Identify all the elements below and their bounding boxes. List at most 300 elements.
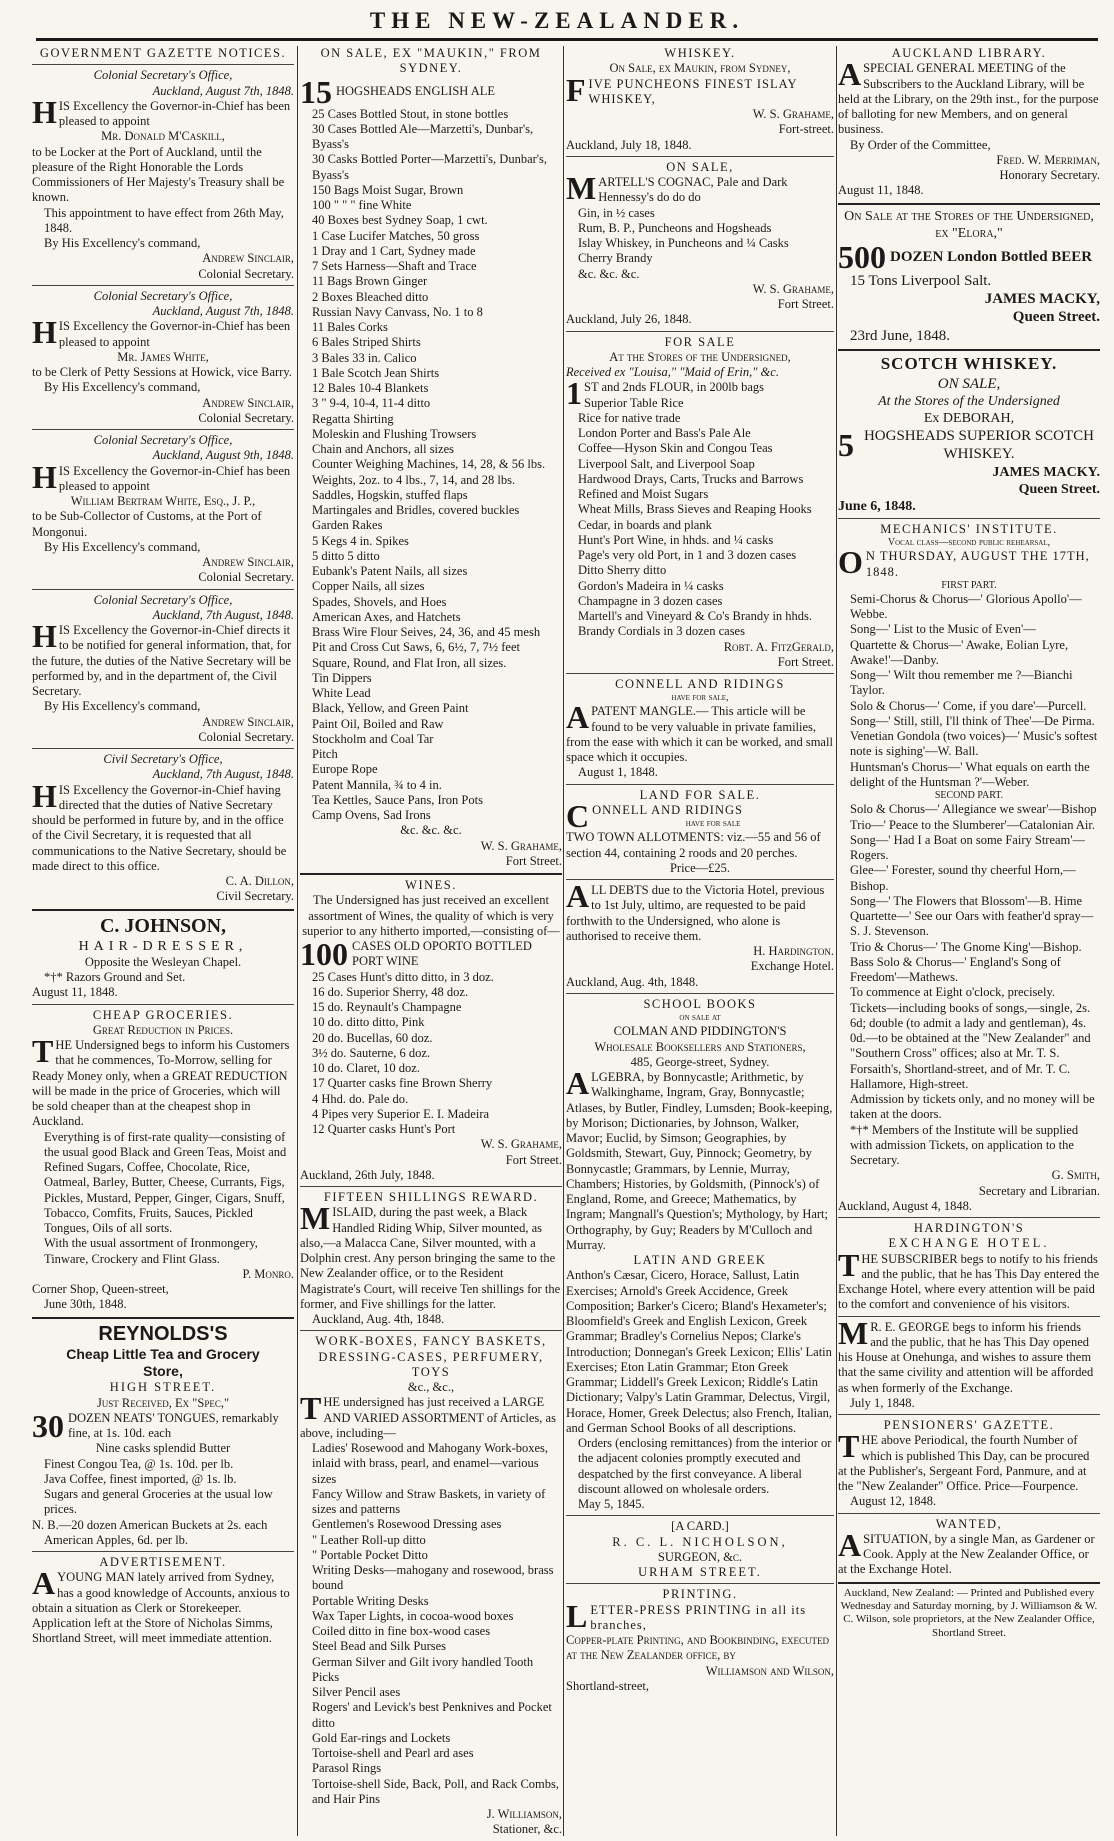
rule <box>566 331 834 332</box>
notice-body: HIS Excellency the Governor-in-Chief directs it to be notified for general information, that, for the future, the duties of the Native Secretary will be performed by, and in the department of, the Civil Secretary. <box>32 618 292 698</box>
list-item: Rice for native trade <box>578 410 681 425</box>
advert-address: Exchange Hotel. <box>750 959 834 974</box>
list-item: Solo & Chorus—' Allegiance we swear'—Bishop <box>850 802 1097 817</box>
advert-etc: &c. &c. &c. <box>400 823 462 838</box>
list-item: Song—' Had I a Boat on some Fairy Stream'—Rogers. <box>850 832 1086 863</box>
list-item: Solo & Chorus—' Come, if you dare'—Purcell. <box>850 698 1087 713</box>
advert-date: June 30th, 1848. <box>44 1297 127 1312</box>
advert-date: Auckland, August 4, 1848. <box>838 1198 973 1213</box>
notice-date: Auckland, August 9th, 1848. <box>152 448 294 463</box>
advert-date: August 11, 1848. <box>838 183 924 198</box>
groceries-advert <box>32 1008 294 1313</box>
notice-signature: Andrew Sinclair, <box>202 714 294 729</box>
item-list <box>838 802 1100 985</box>
notice-signature: C. A. Dillon, <box>225 874 294 888</box>
list-item: Brandy Cordials in 3 dozen cases <box>578 624 745 639</box>
cognac-advert <box>566 160 834 328</box>
list-item: 3 " 9-4, 10-4, 11-4 ditto <box>312 396 431 411</box>
advert-address: Queen Street. <box>1018 481 1100 497</box>
notice-body: HIS Excellency the Governor-in-Chief has been pleased to appoint <box>32 314 291 351</box>
bulk-line <box>838 238 1100 275</box>
advert-body: Orders (enclosing remittances) from the interior or the adjacent colonies promptly executed and despatched by the first conveyance. A liberal discount allowed on wholesale orders. <box>578 1436 832 1496</box>
advert-title: R. C. L. NICHOLSON, <box>612 1534 788 1549</box>
list-item: Saddles, Hogskin, stuffed flaps <box>312 487 468 502</box>
advert-item: DOZEN London Bottled BEER <box>890 248 1093 265</box>
rule <box>32 1317 294 1319</box>
advert-address: Shortland-street, <box>566 1678 649 1693</box>
program-part: FIRST PART. <box>941 579 997 591</box>
advert-heading: AUCKLAND LIBRARY. <box>891 46 1047 60</box>
list-item: 5 ditto 5 ditto <box>312 548 380 563</box>
advert-heading: LAND FOR SALE. <box>639 787 761 802</box>
program-part: SECOND PART. <box>934 790 1004 802</box>
column-3 <box>566 46 834 1836</box>
advert-signature: Fred. W. Merriman, <box>996 152 1100 167</box>
advert-body: Anthon's Cæsar, Cicero, Horace, Sallust, Latin Exercises; Arnold's Greek Accidence, Greek Composition; Barker's Cicero; Bland's Hexameter's; Bloomfield's Greek and English Lexicon, Greek Grammar; Bradley's Cornelius Nepos; Clarke's Introduction; Donnegan's Greek Lexicon; Ellis' Latin Exercises; Eton Latin Grammar; Eton Greek Grammar; Liddell's Greek Lexicon; Riddle's Latin Dictionary; Valpy's Latin Grammar, Delectus, Virgil, Horace, Homer, Greek Delectus; also French, Italian, and German School Books of all descriptions. <box>566 1268 833 1435</box>
rule <box>838 1513 1100 1514</box>
george-advert <box>838 1314 1100 1412</box>
advert-heading: On Sale at the Stores of the Undersigned, ex "Elora," <box>844 208 1094 241</box>
forsale-advert <box>566 335 834 671</box>
notice-body: HIS Excellency the Governor-in-Chief having directed that the duties of Native Secretary should be performed in future by, and in the office of the Civil Secretary, it is requested that all communications to the Native Secretary, should be made direct to this office. <box>32 777 287 873</box>
list-item: 7 Sets Harness—Shaft and Trace <box>312 259 477 273</box>
rule <box>566 993 834 994</box>
advert-signature: W. S. Grahame, <box>752 107 834 121</box>
rule <box>32 1551 294 1552</box>
quantity-number: 5 <box>838 427 854 464</box>
advert-address: Fort Street. <box>777 297 834 311</box>
list-item: 3 Bales 33 in. Calico <box>312 350 417 365</box>
reynolds-advert <box>32 1322 294 1548</box>
rule <box>566 1583 834 1584</box>
advert-body: APATENT MANGLE.— This article will be found to be very valuable in private families, from the ease with which it can be worked, and small space which it occupies. <box>566 699 833 765</box>
advert-heading: PRINTING. <box>662 1587 738 1602</box>
list-item: Trio—' Peace to the Slumberer'—Catalonian Air. <box>850 817 1095 832</box>
masthead <box>0 0 1114 40</box>
list-item: Song—' The Flowers that Blossom'—B. Hime <box>850 893 1083 908</box>
item-list <box>300 107 562 824</box>
list-item: Weights, 2oz. to 4 lbs., 7, 14, and 28 lbs. <box>312 472 516 487</box>
item-list <box>300 1441 562 1807</box>
advert-label: [A CARD.] <box>671 1519 729 1534</box>
masthead-title: THE NEW-ZEALANDER. <box>369 8 745 33</box>
rule <box>838 1414 1100 1415</box>
colophon: Auckland, New Zealand: — Printed and Published every Wednesday and Saturday morning, by J. Williamson & W. C. Wilson, sole proprietors, at the New Zealander Office, Shortland Street. <box>840 1586 1098 1639</box>
notice-office: Colonial Secretary's Office, <box>93 433 233 447</box>
advert-heading: LATIN AND GREEK <box>633 1253 767 1268</box>
list-item: Trio & Chorus—' The Gnome King'—Bishop. <box>850 939 1082 954</box>
notice-command: By His Excellency's command, <box>44 539 201 554</box>
advert-body: MARTELL'S COGNAC, Pale and Dark Hennessy's do do do <box>566 170 788 206</box>
advert-firm: Wholesale Booksellers and Stationers, <box>594 1039 806 1054</box>
advert-address: Corner Shop, Queen-street, <box>32 1282 169 1297</box>
list-item: Wheat Mills, Brass Sieves and Reaping Hooks <box>578 502 812 517</box>
gazette-notice <box>32 752 294 905</box>
advert-title: CONNELL AND RIDINGS <box>566 797 743 834</box>
advert-heading: SCOTCH WHISKEY. <box>880 353 1058 373</box>
list-item: Martell's and Vineyard & Co's Brandy in hhds. <box>578 609 813 623</box>
bulk-line <box>300 73 562 110</box>
rule <box>32 1004 294 1005</box>
list-item: Gordon's Madeira in ¼ casks <box>578 578 724 593</box>
advert-date: August 11, 1848. <box>32 985 118 1000</box>
advert-heading: FIFTEEN SHILLINGS REWARD. <box>323 1190 539 1204</box>
list-item: Copper Nails, all sizes <box>312 579 425 594</box>
advert-body: TWO TOWN ALLOTMENTS: viz.—55 and 56 of section 44, containing 2 roods and 20 perches. <box>566 830 821 860</box>
notice-command: By His Excellency's command, <box>44 380 201 395</box>
list-item: Martingales and Bridles, covered buckles <box>312 503 520 517</box>
notice-body: This appointment to have effect from 26th May, 1848. <box>44 205 284 235</box>
advert-signature: J. Williamson, <box>486 1807 562 1821</box>
rule <box>300 1186 562 1187</box>
advert-address: Queen Street. <box>1012 309 1100 326</box>
list-item: Writing Desks—mahogany and rosewood, brass bound <box>312 1563 554 1593</box>
column-2 <box>300 46 562 1836</box>
list-item: Europe Rope <box>312 762 378 777</box>
list-item: 20 do. Bucellas, 60 doz. <box>312 1030 433 1045</box>
advert-body: To commence at Eight o'clock, precisely. <box>850 985 1056 1000</box>
advert-item: 15 Tons Liverpool Salt. <box>850 272 992 289</box>
notice-command: By His Excellency's command, <box>44 699 201 714</box>
hotel-advert <box>838 1221 1100 1313</box>
advert-signature: W. S. Grahame, <box>752 281 834 296</box>
land-advert <box>566 788 834 876</box>
list-item: Hardwood Drays, Carts, Trucks and Barrows <box>578 471 804 486</box>
wines-advert <box>300 878 562 1183</box>
advert-body: LETTER-PRESS PRINTING in all its branches, <box>566 1597 807 1634</box>
list-item: Russian Navy Canvass, No. 1 to 8 <box>312 304 483 319</box>
clerk-advert <box>32 1555 294 1647</box>
list-item: Cedar, in boards and plank <box>578 517 712 532</box>
list-item: 25 Cases Hunt's ditto ditto, in 3 doz. <box>312 969 494 984</box>
advert-body: ON THURSDAY, AUGUST THE 17TH, 1848. <box>838 544 1090 581</box>
advert-signature-title: Stationer, &c. <box>492 1822 562 1836</box>
list-item: Portable Writing Desks <box>312 1593 429 1608</box>
list-item: Gin, in ½ cases <box>578 205 655 220</box>
list-item: White Lead <box>312 686 371 700</box>
rule <box>838 1217 1100 1218</box>
list-item: 10 do. ditto ditto, Pink <box>312 1015 425 1030</box>
notice-office: Colonial Secretary's Office, <box>93 68 233 83</box>
johnson-advert <box>32 914 294 1001</box>
list-item: Pitch <box>312 747 338 761</box>
masthead-rule <box>36 38 1098 41</box>
list-item: 3½ do. Sauterne, 6 doz. <box>312 1045 431 1060</box>
notice-signature: Andrew Sinclair, <box>202 251 294 266</box>
advert-date: Auckland, 26th July, 1848. <box>300 1167 435 1182</box>
rule <box>838 203 1100 205</box>
list-item: Quartette—' See our Oars with feather'd spray—S. J. Stevenson. <box>850 909 1094 939</box>
advert-heading: SCHOOL BOOKS <box>643 996 757 1011</box>
notice-name: Mr. James White, <box>117 349 209 364</box>
gazette-heading: GOVERNMENT GAZETTE NOTICES. <box>39 46 287 60</box>
advert-date: July 1, 1848. <box>850 1395 915 1410</box>
advert-body: The Undersigned has just received an excellent assortment of Wines, the quality of which is very superior to any hitherto imported,—consisting of— <box>302 893 560 938</box>
advert-title: C. JOHNSON, <box>99 914 227 937</box>
advert-address: Fort Street. <box>777 654 834 669</box>
list-item: 15 do. Reynault's Champagne <box>312 1000 462 1014</box>
list-item: American Axes, and Hatchets <box>312 609 461 624</box>
advert-signature: JAMES MACKY, <box>984 290 1100 307</box>
notice-signature: Andrew Sinclair, <box>202 395 294 410</box>
list-item: Glee—' Forester, sound thy cheerful Horn,—Bishop. <box>850 863 1076 893</box>
list-item: Rogers' and Levick's best Penknives and Pocket ditto <box>312 1700 552 1730</box>
item-list <box>566 206 834 282</box>
printing-advert <box>566 1587 834 1694</box>
notice-date: Auckland, 7th August, 1848. <box>152 607 294 622</box>
list-item: &c. &c. &c. <box>578 266 640 281</box>
notice-signature-title: Colonial Secretary. <box>198 729 294 744</box>
list-item: Refined and Moist Sugars <box>578 487 709 501</box>
rule <box>566 784 834 785</box>
advert-signature: W. S. Grahame, <box>480 1137 562 1152</box>
list-item: Gentlemen's Rosewood Dressing ases <box>312 1517 502 1532</box>
list-item: 12 Bales 10-4 Blankets <box>312 381 429 395</box>
list-item: Pit and Cross Cut Saws, 6, 6½, 7, 7½ feet <box>312 640 520 655</box>
advert-body: Tickets—including books of songs,—single, 2s. 6d; double (to admit a lady and gentleman), 4s. 0d.—to be obtained at the "New Zealander" and "Southern Cross" offices; also at Mr. T. S. Forsaith's, Shortland-street, and of Mr. T. C. Hallamore, High-street. <box>850 1000 1091 1091</box>
column-divider <box>563 46 564 1836</box>
workboxes-advert <box>300 1334 562 1836</box>
bulk-line <box>300 936 562 973</box>
advert-item: HOGSHEADS SUPERIOR SCOTCH WHISKEY. <box>863 428 1095 463</box>
rule <box>566 1515 834 1516</box>
advert-subheading: ON SALE, <box>937 375 1001 392</box>
advert-signature-title: Honorary Secretary. <box>999 168 1100 182</box>
notice-body: to be Sub-Collector of Customs, at the Port of Mongonui. <box>32 509 262 539</box>
list-item: 40 Boxes best Sydney Soap, 1 cwt. <box>312 213 488 228</box>
rule <box>566 673 834 674</box>
debts-advert <box>566 878 834 990</box>
advert-item: Nine casks splendid Butter <box>95 1441 231 1456</box>
rule <box>32 909 294 911</box>
list-item: Venetian Gondola (two voices)—' Music's softest note is sighing'—W. Ball. <box>850 729 1098 759</box>
list-item: Moleskin and Flushing Trowsers <box>312 426 477 441</box>
notice-name: William Bertram White, Esq., J. P., <box>70 494 256 508</box>
advert-note: American Apples, 6d. per lb. <box>44 1532 189 1547</box>
notice-signature: Andrew Sinclair, <box>202 555 294 569</box>
advert-heading: HARDINGTON'S <box>913 1221 1025 1236</box>
advert-date: May 5, 1845. <box>578 1497 645 1512</box>
advert-item: Java Coffee, finest imported, @ 1s. lb. <box>44 1471 237 1486</box>
notice-command: By His Excellency's command, <box>44 236 201 250</box>
list-item: Quartette & Chorus—' Awake, Eolian Lyre, Awake!'—Danby. <box>850 637 1069 667</box>
notice-signature-title: Civil Secretary. <box>216 889 294 904</box>
list-item: 11 Bales Corks <box>312 320 388 334</box>
list-item: Chain and Anchors, all sizes <box>312 442 454 456</box>
advert-signature: P. Monro. <box>242 1266 294 1281</box>
advert-subtitle: Cheap Little Tea and Grocery <box>66 1346 260 1363</box>
advert-subheading: At the Stores of the Undersigned <box>878 393 1060 409</box>
list-item: Wax Taper Lights, in cocoa-wood boxes <box>312 1608 514 1623</box>
list-item: Counter Weighing Machines, 14, 28, & 56 lbs. <box>312 457 546 472</box>
column-divider <box>836 46 837 1836</box>
list-item: Paint Oil, Boiled and Raw <box>312 716 444 731</box>
advert-body: THE SUBSCRIBER begs to notify to his friends and the public, that he has This Day entered the Exchange Hotel, where every attention will be paid to the comfort and convenience of his visitors. <box>838 1246 1100 1312</box>
advert-body: THE Undersigned begs to inform his Customers that he commences, To-Morrow, selling for Ready Money only, when a GREAT REDUCTION will be made in the price of Groceries, which will be sold cheaper than at the cheapest shop in Auckland. <box>32 1033 290 1129</box>
list-item: Liverpool Salt, and Liverpool Soap <box>578 456 755 471</box>
advert-signature: JAMES MACKY. <box>992 464 1100 480</box>
list-item: 5 Kegs 4 in. Spikes <box>312 533 409 548</box>
advert-signature: W. S. Grahame, <box>480 838 562 853</box>
notice-office: Colonial Secretary's Office, <box>93 288 233 303</box>
list-item: Camp Ovens, Sad Irons <box>312 808 431 822</box>
advert-subtitle: Store, <box>143 1363 183 1380</box>
list-item: 16 do. Superior Sherry, 48 doz. <box>312 984 469 999</box>
advert-body: With the usual assortment of Ironmongery, Tinware, Crockery and Flint Glass. <box>44 1236 258 1266</box>
advert-item: Sugars and general Groceries at the usual low prices. <box>44 1487 273 1517</box>
advert-signature: G. Smith, <box>1051 1168 1100 1183</box>
column-4 <box>838 46 1100 1836</box>
advert-address: Fort-street. <box>778 122 834 137</box>
notice-signature-title: Colonial Secretary. <box>198 410 294 425</box>
advert-body: Copper-plate Printing, and Bookbinding, executed at the New Zealander office, by <box>566 1633 830 1663</box>
advert-body: ALL DEBTS due to the Victoria Hotel, previous to 1st July, ultimo, are requested to be paid forthwith to the Undersigned, who alone is authorised to receive them. <box>566 878 825 943</box>
advert-street: URHAM STREET. <box>638 1565 762 1580</box>
rule <box>32 748 294 749</box>
list-item: Square, Round, and Flat Iron, all sizes. <box>312 655 507 670</box>
gazette-notice <box>32 593 294 746</box>
advert-body: FIVE PUNCHEONS FINEST ISLAY WHISKEY, <box>566 71 798 108</box>
list-item: 4 Hhd. do. Pale do. <box>312 1091 409 1106</box>
advert-date: Auckland, July 18, 1848. <box>566 137 692 152</box>
advert-heading: ON SALE, <box>666 159 734 174</box>
rule <box>566 879 834 880</box>
advert-trade: HAIR-DRESSER, <box>78 938 248 954</box>
advert-location: Opposite the Wesleyan Chapel. <box>84 954 242 969</box>
list-item: Tea Kettles, Sauce Pans, Iron Pots <box>312 792 483 807</box>
advert-subheading: Great Reduction in Prices. <box>92 1022 234 1037</box>
gazette-notice <box>32 68 294 282</box>
notice-signature-title: Colonial Secretary. <box>198 266 294 281</box>
list-item: 30 Casks Bottled Porter—Marzetti's, Dunbar's, Byass's <box>312 152 548 182</box>
list-item: Bass Solo & Chorus—' England's Song of Freedom'—Mathews. <box>850 954 1061 985</box>
pensioners-advert <box>838 1418 1100 1510</box>
list-item: Ditto Sherry ditto <box>578 563 667 578</box>
list-item: Stockholm and Coal Tar <box>312 731 434 746</box>
advert-body: ASPECIAL GENERAL MEETING of the Subscribers to the Auckland Library, will be held at the Library, on the 29th inst., for the purpose of balloting for new Members, and on general business. <box>838 56 1099 137</box>
rule <box>300 873 562 875</box>
advert-date: June 6, 1848. <box>838 498 916 514</box>
advert-date: 23rd June, 1848. <box>850 327 950 344</box>
list-item: 17 Quarter casks fine Brown Sherry <box>312 1076 493 1091</box>
notice-signature-title: Colonial Secretary. <box>198 570 294 585</box>
library-advert <box>838 46 1100 199</box>
advert-heading: WORK-BOXES, FANCY BASKETS, DRESSING-CASES, PERFUMERY, TOYS <box>315 1334 547 1379</box>
rule <box>566 156 834 157</box>
list-item: 30 Cases Bottled Ale—Marzetti's, Dunbar's, Byass's <box>312 121 534 151</box>
school-books-advert <box>566 997 834 1512</box>
advert-item: 1ST and 2nds FLOUR, in 200lb bags <box>566 375 764 412</box>
advert-ship: Ex DEBORAH, <box>923 410 1015 426</box>
notice-name: Mr. Donald M'Caskill, <box>101 129 225 144</box>
grahame-sale-advert <box>300 46 562 869</box>
advert-date: Auckland, Aug. 4th, 1848. <box>312 1312 445 1326</box>
advert-address: Fort Street. <box>505 853 562 868</box>
advert-title: REYNOLDS'S <box>98 1322 228 1345</box>
list-item: Champagne in 3 dozen cases <box>578 593 723 608</box>
list-item: Gold Ear-rings and Lockets <box>312 1730 451 1745</box>
notice-date: Auckland, August 7th, 1848. <box>152 83 294 98</box>
list-item: Steel Bead and Silk Purses <box>312 1639 447 1654</box>
list-item: 150 Bags Moist Sugar, Brown <box>312 182 464 197</box>
advert-heading: MECHANICS' INSTITUTE. <box>880 521 1058 536</box>
list-item: Semi-Chorus & Chorus—' Glorious Apollo'—Webbe. <box>850 591 1082 622</box>
column-divider <box>297 46 298 1836</box>
advert-body: THE above Periodical, the fourth Number of which is published This Day, can be procured at the Publisher's, Sergeant Ford, Panmure, and at the "New Zealander" Office. Price—Fourpence. <box>838 1428 1090 1494</box>
advert-subheading: on sale at <box>679 1012 721 1024</box>
list-item: 12 Quarter casks Hunt's Port <box>312 1122 456 1136</box>
advert-body: *†* Razors Ground and Set. <box>44 970 186 985</box>
item-list <box>566 396 834 640</box>
notice-office: Civil Secretary's Office, <box>103 752 223 766</box>
advert-body: Everything is of first-rate quality—consisting of the usual good Black and Green Teas, Moist and Refined Sugars, Coffee, Chocolate, Rice, Oatmeal, Barley, Butter, Cheese, Currants, Figs, Pickles, Mustard, Pepper, Ginger, Cigars, Snuff, Tobacco, Comfits, Fruits, Sauces, Pickled Tongues, Oils of all sorts. <box>44 1129 287 1236</box>
list-item: Tortoise-shell and Pearl ard ases <box>312 1746 474 1760</box>
scotch-whiskey-advert <box>838 354 1100 515</box>
list-item: Tin Dippers <box>312 670 372 685</box>
advert-subheading: On Sale, ex Maukin, from Sydney, <box>609 61 791 76</box>
gazette-notice <box>32 433 294 586</box>
list-item: Tortoise-shell Side, Back, Poll, and Rack Combs, and Hair Pins <box>312 1776 560 1806</box>
advert-address: 485, George-street, Sydney. <box>630 1054 770 1069</box>
item-list <box>838 592 1100 790</box>
advert-body: Admission by tickets only, and no money will be taken at the doors. <box>850 1092 1095 1122</box>
rule <box>300 1330 562 1331</box>
list-item: German Silver and Gilt ivory handled Tooth Picks <box>312 1654 534 1684</box>
reward-advert <box>300 1190 562 1327</box>
advert-heading: CONNELL AND RIDINGS <box>615 677 785 691</box>
quantity-number: 15 <box>300 73 332 110</box>
list-item: London Porter and Bass's Pale Ale <box>578 426 751 440</box>
advert-body: MR. E. GEORGE begs to inform his friends and the public, that he has This Day opened his House at Onehunga, and wishes to assure them that the same civility and attention will be afforded as when formerly of the Exchange. <box>838 1314 1094 1395</box>
notice-date: Auckland, August 7th, 1848. <box>152 304 294 318</box>
advert-date: Auckland, July 26, 1848. <box>566 312 692 327</box>
rule <box>838 1316 1100 1317</box>
advert-item: HOGSHEADS ENGLISH ALE <box>336 83 496 98</box>
advert-signature: Williamson and Wilson, <box>705 1663 834 1678</box>
list-item: " Portable Pocket Ditto <box>312 1547 428 1562</box>
beer-advert <box>838 208 1100 345</box>
list-item: 1 Case Lucifer Matches, 50 gross <box>312 228 480 243</box>
list-item: Silver Pencil ases <box>312 1685 401 1699</box>
mangle-advert <box>566 677 834 781</box>
advert-trade: SURGEON, &c. <box>657 1549 743 1564</box>
list-item: Coffee—Hyson Skin and Congou Teas <box>578 441 773 456</box>
list-item: 4 Pipes very Superior E. I. Madeira <box>312 1106 490 1121</box>
list-item: Ladies' Rosewood and Mahogany Work-boxes, inlaid with brass, pearl, and enamel—various sizes <box>312 1441 549 1486</box>
advert-signature: H. Hardington. <box>753 944 834 959</box>
advert-subheading: have for sale, <box>671 692 729 704</box>
advert-date: August 12, 1848. <box>850 1494 937 1509</box>
list-item: 100 " " " fine White <box>312 198 412 212</box>
item-list <box>300 970 562 1138</box>
advert-date: Auckland, Aug. 4th, 1848. <box>566 974 699 989</box>
advert-heading: WANTED, <box>935 1516 1003 1531</box>
advert-heading: FOR SALE <box>664 334 736 349</box>
advert-subheading: have for sale <box>685 818 741 830</box>
wanted-advert <box>838 1517 1100 1578</box>
advert-heading: WINES. <box>405 878 457 892</box>
bulk-line <box>32 1408 294 1445</box>
advert-body: THE undersigned has just received a LARGE AND VARIED ASSORTMENT of Articles, as above, including— <box>300 1390 556 1440</box>
rule <box>32 285 294 286</box>
list-item: Rum, B. P., Puncheons and Hogsheads <box>578 220 772 235</box>
advert-body: ASITUATION, by a single Man, as Gardener or Cook. Apply at the New Zealander Office, or at the Exchange Hotel. <box>838 1526 1095 1577</box>
list-item: " Leather Roll-up ditto <box>312 1532 426 1547</box>
list-item: Spades, Shovels, and Hoes <box>312 594 447 609</box>
list-item: 1 Dray and 1 Cart, Sydney made <box>312 243 476 258</box>
advert-heading: CHEAP GROCERIES. <box>92 1007 234 1022</box>
advert-item: Finest Congou Tea, @ 1s. 10d. per lb. <box>44 1456 234 1471</box>
